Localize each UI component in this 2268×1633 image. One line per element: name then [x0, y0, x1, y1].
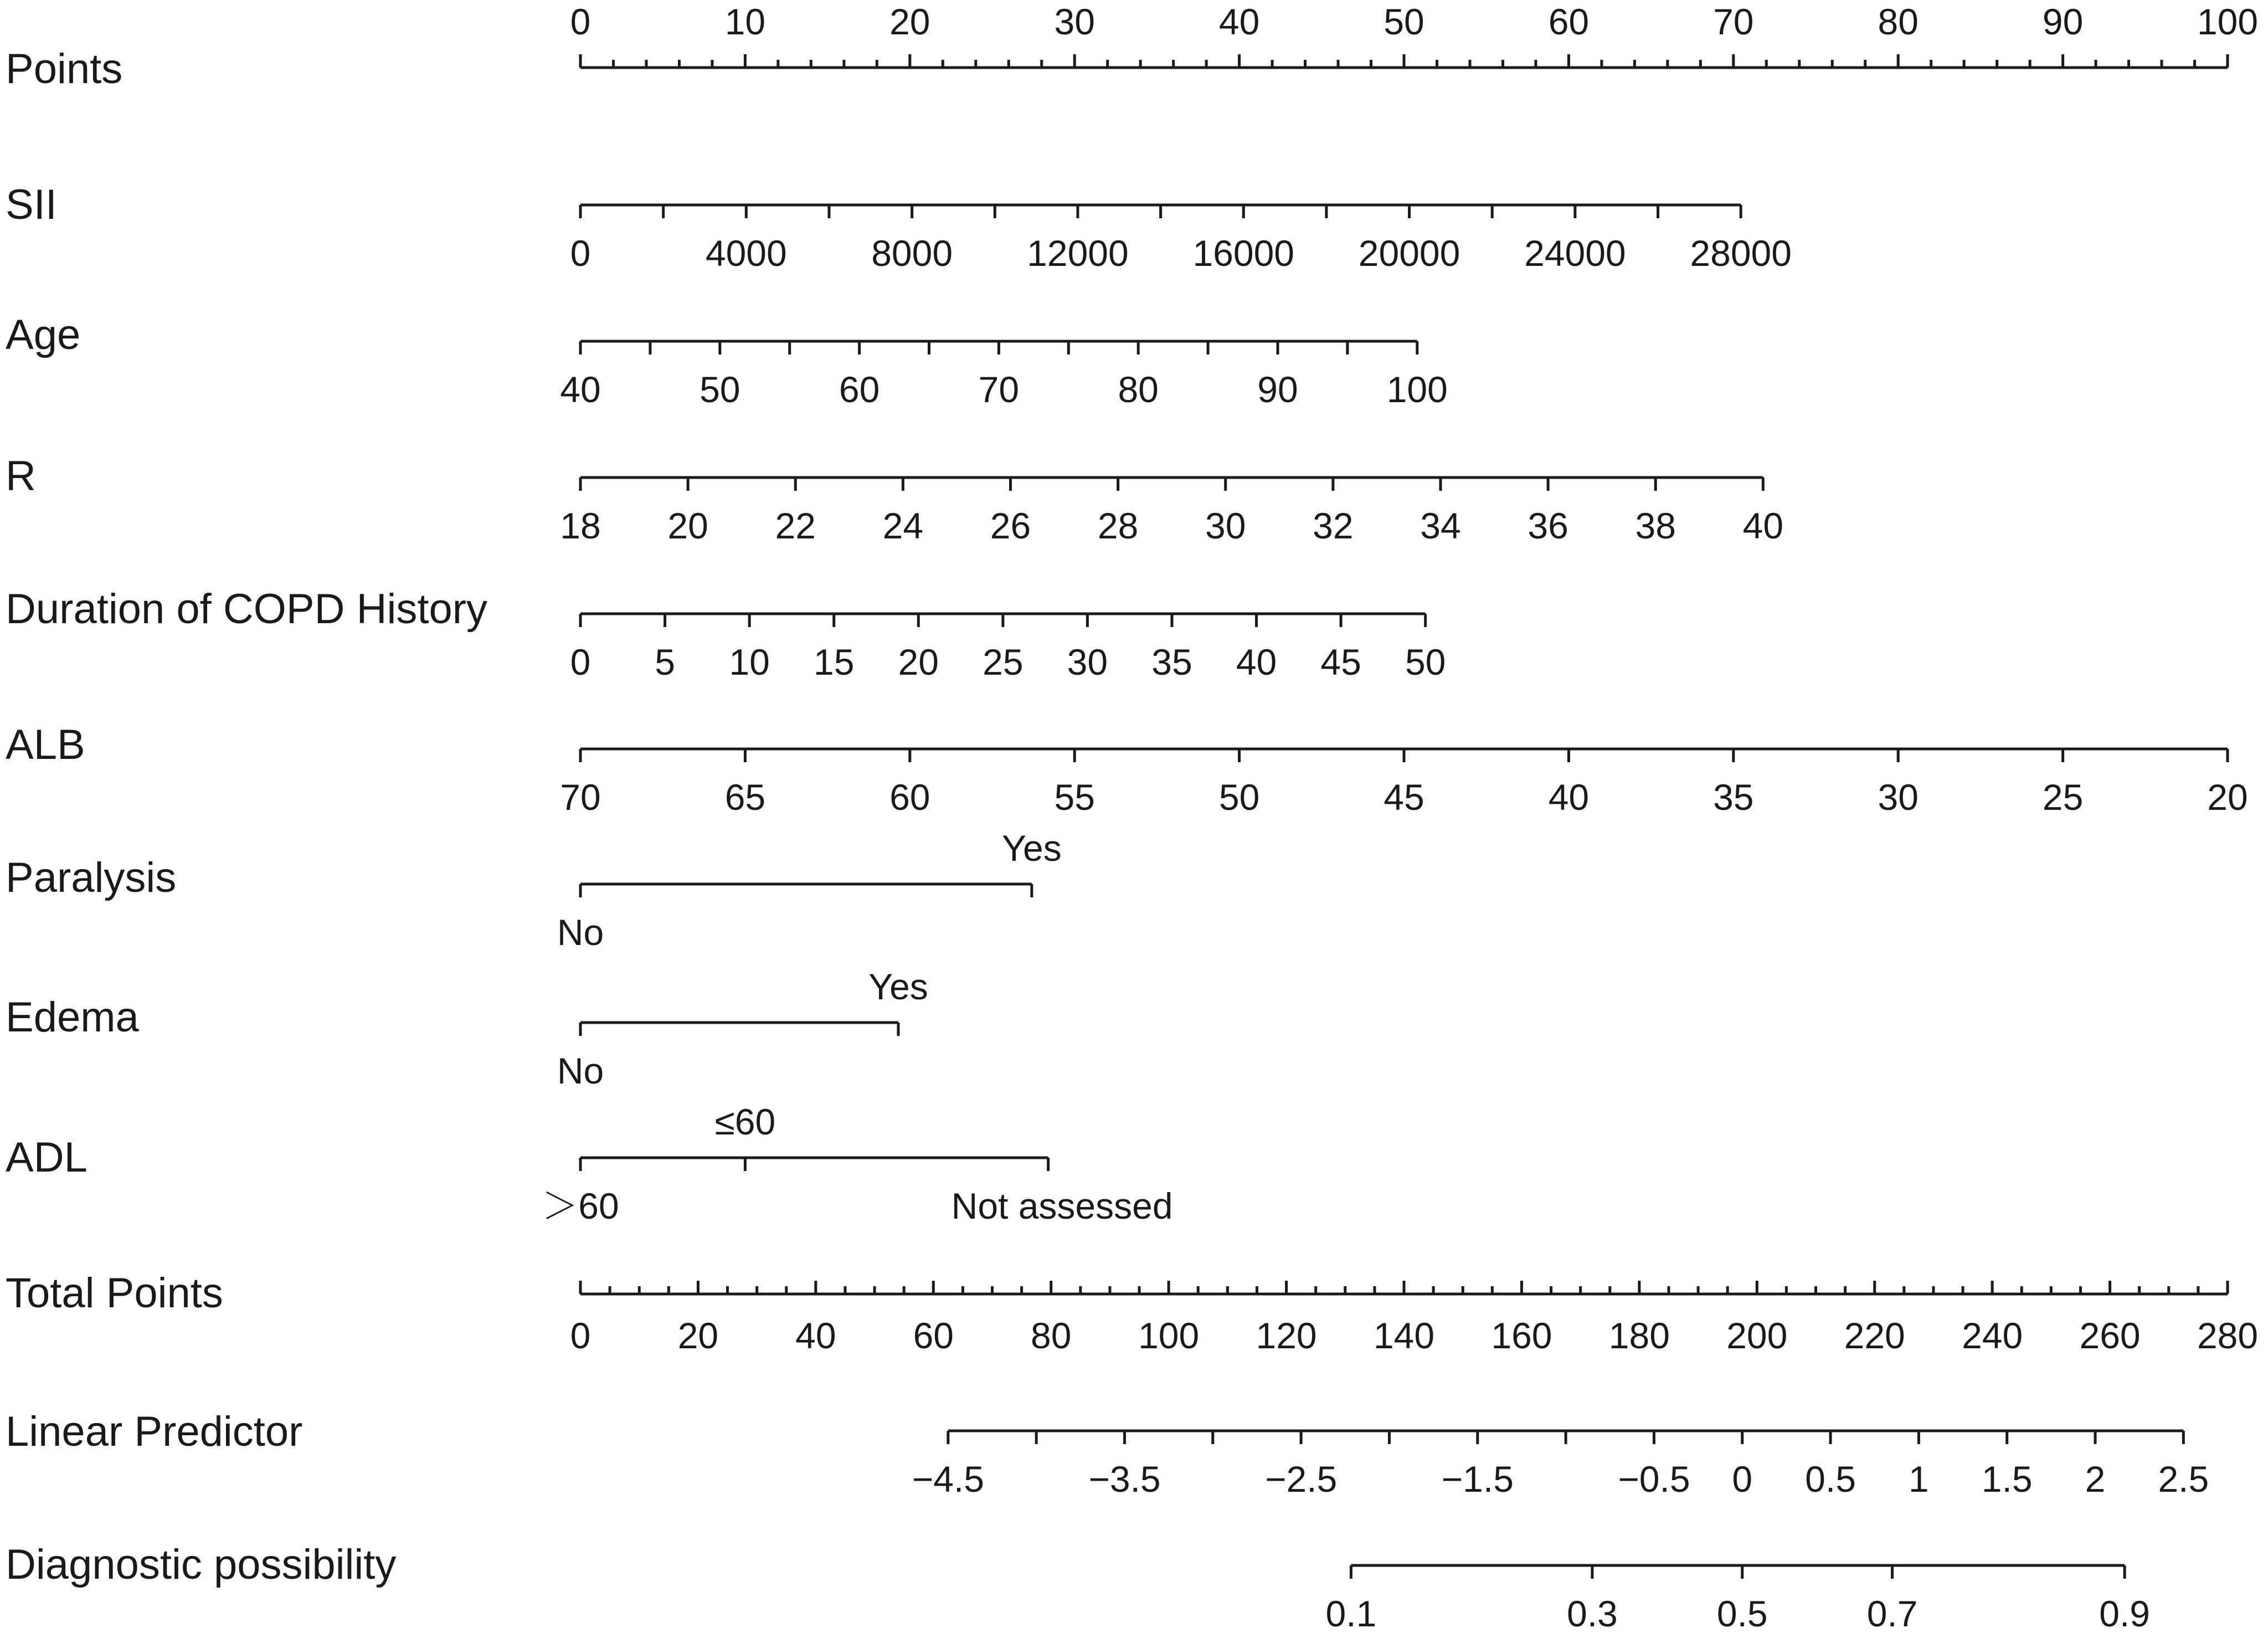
total-points-tick-label: 260 [2079, 1315, 2141, 1356]
age-tick-label: 100 [1386, 369, 1448, 410]
r-tick-label: 32 [1313, 505, 1354, 546]
r-tick-label: 40 [1742, 505, 1784, 546]
age-tick-label: 60 [839, 369, 880, 410]
lp-tick-label: −4.5 [912, 1459, 984, 1500]
alb-tick-label: 45 [1384, 777, 1424, 818]
total-points-tick-label: 120 [1256, 1315, 1317, 1356]
points-tick-label: 40 [1218, 1, 1260, 42]
points-tick-label: 90 [2042, 1, 2084, 42]
r-tick-label: 38 [1635, 505, 1676, 546]
alb-tick-label: 50 [1218, 777, 1260, 818]
alb-tick-label: 65 [724, 777, 766, 818]
alb-tick-label: 25 [2042, 777, 2084, 818]
r-tick-label: 18 [560, 505, 601, 546]
alb-tick-label: 35 [1713, 777, 1754, 818]
nomogram-root [6, 1, 2258, 1633]
total-points-tick-label: 80 [1031, 1315, 1072, 1356]
copd-tick-label: 35 [1151, 641, 1192, 682]
total-points-tick-label: 280 [2197, 1315, 2259, 1356]
paralysis-category-label: Yes [1002, 828, 1062, 869]
sii-tick-label: 20000 [1358, 233, 1460, 274]
row-label-dp: Diagnostic possibility [6, 1541, 397, 1588]
r-tick-label: 36 [1528, 505, 1568, 546]
sii-tick-label: 16000 [1192, 233, 1295, 274]
copd-tick-label: 0 [570, 641, 591, 682]
total-points-tick-label: 200 [1726, 1315, 1788, 1356]
copd-tick-label: 10 [729, 641, 770, 682]
age-tick-label: 50 [700, 369, 740, 410]
lp-tick-label: −0.5 [1618, 1459, 1690, 1500]
points-tick-label: 80 [1878, 1, 1919, 42]
adl-category-label: Not assessed [951, 1185, 1173, 1226]
row-label-adl: ADL [6, 1134, 88, 1181]
row-label-alb: ALB [6, 721, 85, 768]
row-label-sii: SII [6, 181, 57, 228]
edema-category-label: Yes [868, 966, 928, 1007]
dp-tick-label: 0.9 [2099, 1593, 2150, 1633]
row-label-copd: Duration of COPD History [6, 586, 488, 633]
copd-tick-label: 5 [655, 641, 675, 682]
total-points-tick-label: 100 [1138, 1315, 1200, 1356]
sii-tick-label: 28000 [1690, 233, 1792, 274]
lp-tick-label: 1.5 [1981, 1459, 2033, 1500]
lp-tick-label: 1 [1909, 1459, 1929, 1500]
dp-tick-label: 0.5 [1716, 1593, 1768, 1633]
row-label-lp: Linear Predictor [6, 1408, 303, 1455]
copd-tick-label: 50 [1405, 641, 1446, 682]
alb-tick-label: 55 [1054, 777, 1095, 818]
total-points-tick-label: 140 [1373, 1315, 1435, 1356]
points-tick-label: 0 [570, 1, 591, 42]
points-tick-label: 50 [1384, 1, 1424, 42]
lp-tick-label: 0.5 [1805, 1459, 1856, 1500]
total-points-tick-label: 0 [570, 1315, 591, 1356]
copd-tick-label: 25 [983, 641, 1024, 682]
age-tick-label: 40 [560, 369, 601, 410]
copd-tick-label: 45 [1320, 641, 1361, 682]
r-tick-label: 30 [1205, 505, 1246, 546]
row-label-points: Points [6, 45, 123, 93]
age-tick-label: 90 [1257, 369, 1298, 410]
paralysis-category-label: No [557, 912, 604, 953]
dp-tick-label: 0.3 [1567, 1593, 1618, 1633]
lp-tick-label: −3.5 [1088, 1459, 1161, 1500]
lp-tick-label: 0 [1732, 1459, 1753, 1500]
total-points-tick-label: 40 [795, 1315, 836, 1356]
total-points-tick-label: 20 [677, 1315, 719, 1356]
sii-tick-label: 0 [570, 233, 591, 274]
dp-tick-label: 0.7 [1866, 1593, 1918, 1633]
row-label-total: Total Points [6, 1270, 223, 1317]
edema-category-label: No [557, 1050, 604, 1091]
points-tick-label: 70 [1713, 1, 1754, 42]
age-tick-label: 80 [1118, 369, 1159, 410]
adl-category-label: ＞60 [542, 1185, 619, 1226]
sii-tick-label: 8000 [871, 233, 953, 274]
total-points-tick-label: 180 [1608, 1315, 1670, 1356]
r-tick-label: 26 [990, 505, 1031, 546]
row-label-edema: Edema [6, 994, 139, 1041]
alb-tick-label: 40 [1548, 777, 1590, 818]
total-points-tick-label: 60 [913, 1315, 954, 1356]
copd-tick-label: 15 [813, 641, 855, 682]
r-tick-label: 20 [667, 505, 708, 546]
copd-tick-label: 20 [898, 641, 939, 682]
alb-tick-label: 70 [560, 777, 601, 818]
alb-tick-label: 60 [889, 777, 930, 818]
r-tick-label: 34 [1420, 505, 1461, 546]
lp-tick-label: 2.5 [2158, 1459, 2209, 1500]
row-label-paralysis: Paralysis [6, 854, 177, 901]
sii-tick-label: 24000 [1524, 233, 1626, 274]
adl-category-label: ≤60 [714, 1101, 776, 1142]
dp-tick-label: 0.1 [1325, 1593, 1377, 1633]
age-tick-label: 70 [978, 369, 1020, 410]
sii-tick-label: 12000 [1027, 233, 1129, 274]
alb-tick-label: 20 [2207, 777, 2248, 818]
points-tick-label: 100 [2197, 1, 2259, 42]
r-tick-label: 24 [882, 505, 924, 546]
total-points-tick-label: 160 [1491, 1315, 1552, 1356]
points-tick-label: 10 [724, 1, 766, 42]
row-label-age: Age [6, 311, 81, 358]
points-tick-label: 60 [1548, 1, 1590, 42]
total-points-tick-label: 240 [1962, 1315, 2023, 1356]
r-tick-label: 22 [775, 505, 816, 546]
copd-tick-label: 30 [1067, 641, 1108, 682]
copd-tick-label: 40 [1236, 641, 1277, 682]
total-points-tick-label: 220 [1844, 1315, 1905, 1356]
lp-tick-label: −2.5 [1264, 1459, 1338, 1500]
points-tick-label: 30 [1054, 1, 1095, 42]
row-label-r: R [6, 453, 36, 500]
alb-tick-label: 30 [1878, 777, 1919, 818]
sii-tick-label: 4000 [705, 233, 787, 274]
points-tick-label: 20 [889, 1, 930, 42]
r-tick-label: 28 [1097, 505, 1139, 546]
lp-tick-label: 2 [2085, 1459, 2106, 1500]
lp-tick-label: −1.5 [1441, 1459, 1514, 1500]
